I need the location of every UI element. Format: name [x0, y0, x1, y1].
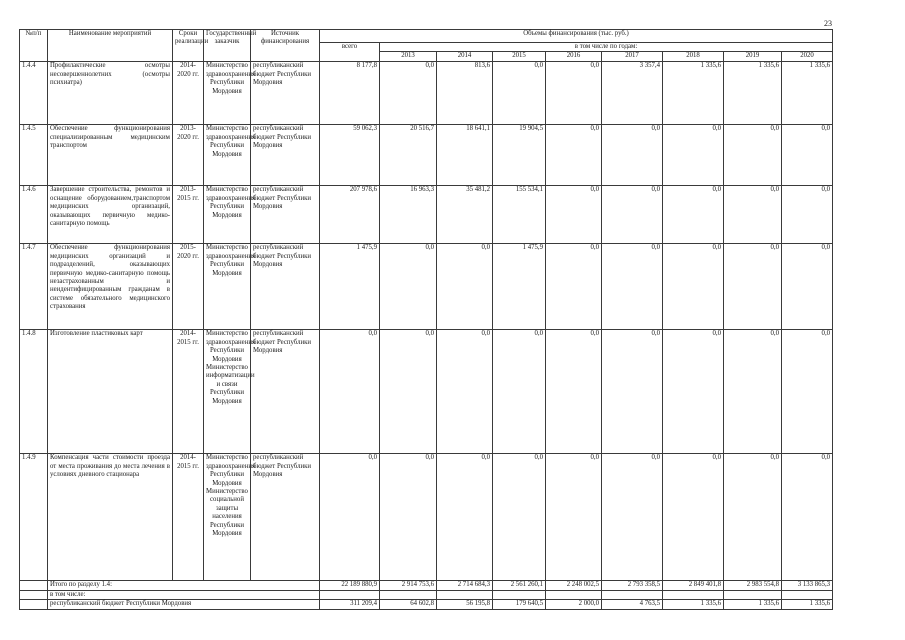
table-row	[20, 244, 833, 330]
totals-year-amount: 2 248 002,5	[546, 581, 602, 590]
amount-year: 0,0	[602, 186, 663, 244]
funding-source: республиканский бюджет Республики Мордовия	[251, 330, 320, 454]
totals-year-amount: 4 763,5	[602, 600, 663, 609]
funding-source: республиканский бюджет Республики Мордовия	[251, 244, 320, 330]
amount-year: 0,0	[602, 330, 663, 454]
measure-name: Компенсация части стоимости проезда от места проживания до места лечения в условиях дневного стационара	[48, 454, 173, 581]
amount-total: 1 475,9	[320, 244, 380, 330]
amount-year: 155 534,1	[493, 186, 546, 244]
amount-year: 0,0	[380, 244, 437, 330]
totals-row-section	[20, 581, 833, 590]
amount-year: 0,0	[493, 62, 546, 125]
implementation-term: 2015-2020 гг.	[173, 244, 204, 330]
amount-year: 0,0	[782, 186, 833, 244]
totals-label: Итого по разделу 1.4:	[48, 581, 320, 590]
amount-year: 16 963,3	[380, 186, 437, 244]
header-year: 2013	[380, 52, 437, 62]
header-term: Сроки реализации	[173, 30, 204, 62]
implementation-term: 2014-2015 гг.	[173, 330, 204, 454]
amount-year: 0,0	[602, 454, 663, 581]
state-customer: Министерство здравоохранения Республики Мордовия Министерство социальной защиты населения Республики Мордовия	[204, 454, 251, 581]
amount-total: 59 062,3	[320, 125, 380, 186]
measure-name: Обеспечение функционирования медицинских организаций и подразделений, оказывающих первичную медико-санитарную помощь незастрахованным и неидентифицированным гражданам в системе обязательного медицинского страхования	[48, 244, 173, 330]
measure-name: Профилактические осмотры несовершеннолетних (осмотры психиатра)	[48, 62, 173, 125]
amount-year: 0,0	[380, 454, 437, 581]
totals-year-amount: 2 914 753,6	[380, 581, 437, 590]
totals-year-amount: 2 000,0	[546, 600, 602, 609]
amount-year: 0,0	[546, 330, 602, 454]
amount-year: 3 357,4	[602, 62, 663, 125]
table-row	[20, 62, 833, 125]
header-year: 2019	[724, 52, 782, 62]
funding-source: республиканский бюджет Республики Мордовия	[251, 125, 320, 186]
amount-year: 0,0	[493, 330, 546, 454]
amount-year: 0,0	[546, 244, 602, 330]
header-customer: Государственный заказчик	[204, 30, 251, 62]
amount-year: 35 481,2	[437, 186, 493, 244]
measure-name: Обеспечение функционирования специализированным медицинским транспортом	[48, 125, 173, 186]
implementation-term: 2014-2015 гг.	[173, 454, 204, 581]
financing-table	[19, 29, 833, 610]
state-customer: Министерство здравоохранения Республики Мордовия	[204, 244, 251, 330]
totals-amount: 22 189 880,9	[320, 581, 380, 590]
totals-label: республиканский бюджет Республики Мордовия	[48, 600, 320, 609]
amount-year: 0,0	[493, 454, 546, 581]
empty-cell	[320, 590, 380, 599]
row-number: 1.4.6	[20, 186, 48, 244]
amount-year: 1 335,6	[782, 62, 833, 125]
amount-total: 0,0	[320, 454, 380, 581]
amount-year: 0,0	[663, 125, 724, 186]
amount-year: 0,0	[546, 454, 602, 581]
table-row	[20, 330, 833, 454]
header-year: 2016	[546, 52, 602, 62]
state-customer: Министерство здравоохранения Республики Мордовия	[204, 125, 251, 186]
totals-year-amount: 1 335,6	[663, 600, 724, 609]
header-year: 2020	[782, 52, 833, 62]
measure-name: Завершение строительства, ремонтов и оснащение оборудованием,транспортом медицинских организаций, оказывающих первичную медико-санитарную помощь	[48, 186, 173, 244]
totals-row-including	[20, 590, 833, 599]
amount-year: 0,0	[724, 244, 782, 330]
amount-year: 0,0	[546, 62, 602, 125]
empty-cell	[782, 590, 833, 599]
amount-total: 8 177,8	[320, 62, 380, 125]
amount-year: 0,0	[663, 330, 724, 454]
amount-year: 1 335,6	[724, 62, 782, 125]
amount-year: 0,0	[724, 186, 782, 244]
amount-year: 813,6	[437, 62, 493, 125]
empty-cell	[724, 590, 782, 599]
empty-cell	[437, 590, 493, 599]
row-number: 1.4.7	[20, 244, 48, 330]
empty-cell	[20, 600, 48, 609]
header-name: Наименование мероприятий	[48, 30, 173, 62]
totals-year-amount: 64 602,8	[380, 600, 437, 609]
amount-year: 20 516,7	[380, 125, 437, 186]
amount-year: 0,0	[602, 244, 663, 330]
row-number: 1.4.4	[20, 62, 48, 125]
totals-year-amount: 1 335,6	[724, 600, 782, 609]
amount-year: 0,0	[782, 454, 833, 581]
empty-cell	[602, 590, 663, 599]
header-total: всего	[320, 43, 380, 62]
amount-year: 0,0	[782, 244, 833, 330]
amount-year: 0,0	[602, 125, 663, 186]
amount-year: 0,0	[437, 244, 493, 330]
totals-label: в том числе:	[48, 590, 320, 599]
header-by-years: в том числе по годам:	[380, 43, 833, 52]
header-no: №п/п	[20, 30, 48, 62]
empty-cell	[546, 590, 602, 599]
amount-year: 0,0	[663, 454, 724, 581]
totals-year-amount: 2 983 554,8	[724, 581, 782, 590]
amount-total: 207 978,6	[320, 186, 380, 244]
state-customer: Министерство здравоохранения Республики Мордовия	[204, 62, 251, 125]
row-number: 1.4.8	[20, 330, 48, 454]
amount-year: 19 904,5	[493, 125, 546, 186]
amount-year: 0,0	[724, 330, 782, 454]
table-row	[20, 454, 833, 581]
totals-year-amount: 1 335,6	[782, 600, 833, 609]
header-source: Источник финансирования	[251, 30, 320, 62]
amount-year: 0,0	[380, 62, 437, 125]
amount-year: 0,0	[724, 125, 782, 186]
table-row	[20, 125, 833, 186]
amount-year: 0,0	[663, 186, 724, 244]
empty-cell	[663, 590, 724, 599]
implementation-term: 2013-2020 гг.	[173, 125, 204, 186]
amount-year: 18 641,1	[437, 125, 493, 186]
header-year: 2015	[493, 52, 546, 62]
amount-year: 0,0	[782, 125, 833, 186]
totals-row-budget	[20, 600, 833, 609]
measure-name: Изготовление пластиковых карт	[48, 330, 173, 454]
amount-year: 0,0	[724, 454, 782, 581]
header-year: 2017	[602, 52, 663, 62]
page-number: 23	[824, 19, 832, 28]
amount-year: 0,0	[782, 330, 833, 454]
state-customer: Министерство здравоохранения Республики Мордовия Министерство информатизации и связи Республики Мордовия	[204, 330, 251, 454]
funding-source: республиканский бюджет Республики Мордовия	[251, 62, 320, 125]
totals-year-amount: 2 561 260,1	[493, 581, 546, 590]
header-year: 2014	[437, 52, 493, 62]
state-customer: Министерство здравоохранения Республики Мордовия	[204, 186, 251, 244]
row-number: 1.4.9	[20, 454, 48, 581]
header-volumes: Объемы финансирования (тыс. руб.)	[320, 30, 833, 43]
amount-year: 0,0	[437, 330, 493, 454]
funding-source: республиканский бюджет Республики Мордовия	[251, 186, 320, 244]
header-year: 2018	[663, 52, 724, 62]
empty-cell	[493, 590, 546, 599]
totals-year-amount: 2 793 358,5	[602, 581, 663, 590]
totals-year-amount: 3 133 865,3	[782, 581, 833, 590]
amount-year: 0,0	[437, 454, 493, 581]
table-row	[20, 186, 833, 244]
amount-total: 0,0	[320, 330, 380, 454]
empty-cell	[20, 590, 48, 599]
totals-amount: 311 209,4	[320, 600, 380, 609]
implementation-term: 2014-2020 гг.	[173, 62, 204, 125]
row-number: 1.4.5	[20, 125, 48, 186]
amount-year: 1 335,6	[663, 62, 724, 125]
empty-cell	[380, 590, 437, 599]
totals-year-amount: 2 849 401,8	[663, 581, 724, 590]
totals-year-amount: 2 714 684,3	[437, 581, 493, 590]
totals-year-amount: 179 640,5	[493, 600, 546, 609]
amount-year: 0,0	[380, 330, 437, 454]
totals-year-amount: 56 195,8	[437, 600, 493, 609]
implementation-term: 2013-2015 гг.	[173, 186, 204, 244]
empty-cell	[20, 581, 48, 590]
amount-year: 0,0	[663, 244, 724, 330]
amount-year: 0,0	[546, 125, 602, 186]
amount-year: 0,0	[546, 186, 602, 244]
amount-year: 1 475,9	[493, 244, 546, 330]
funding-source: республиканский бюджет Республики Мордовия	[251, 454, 320, 581]
